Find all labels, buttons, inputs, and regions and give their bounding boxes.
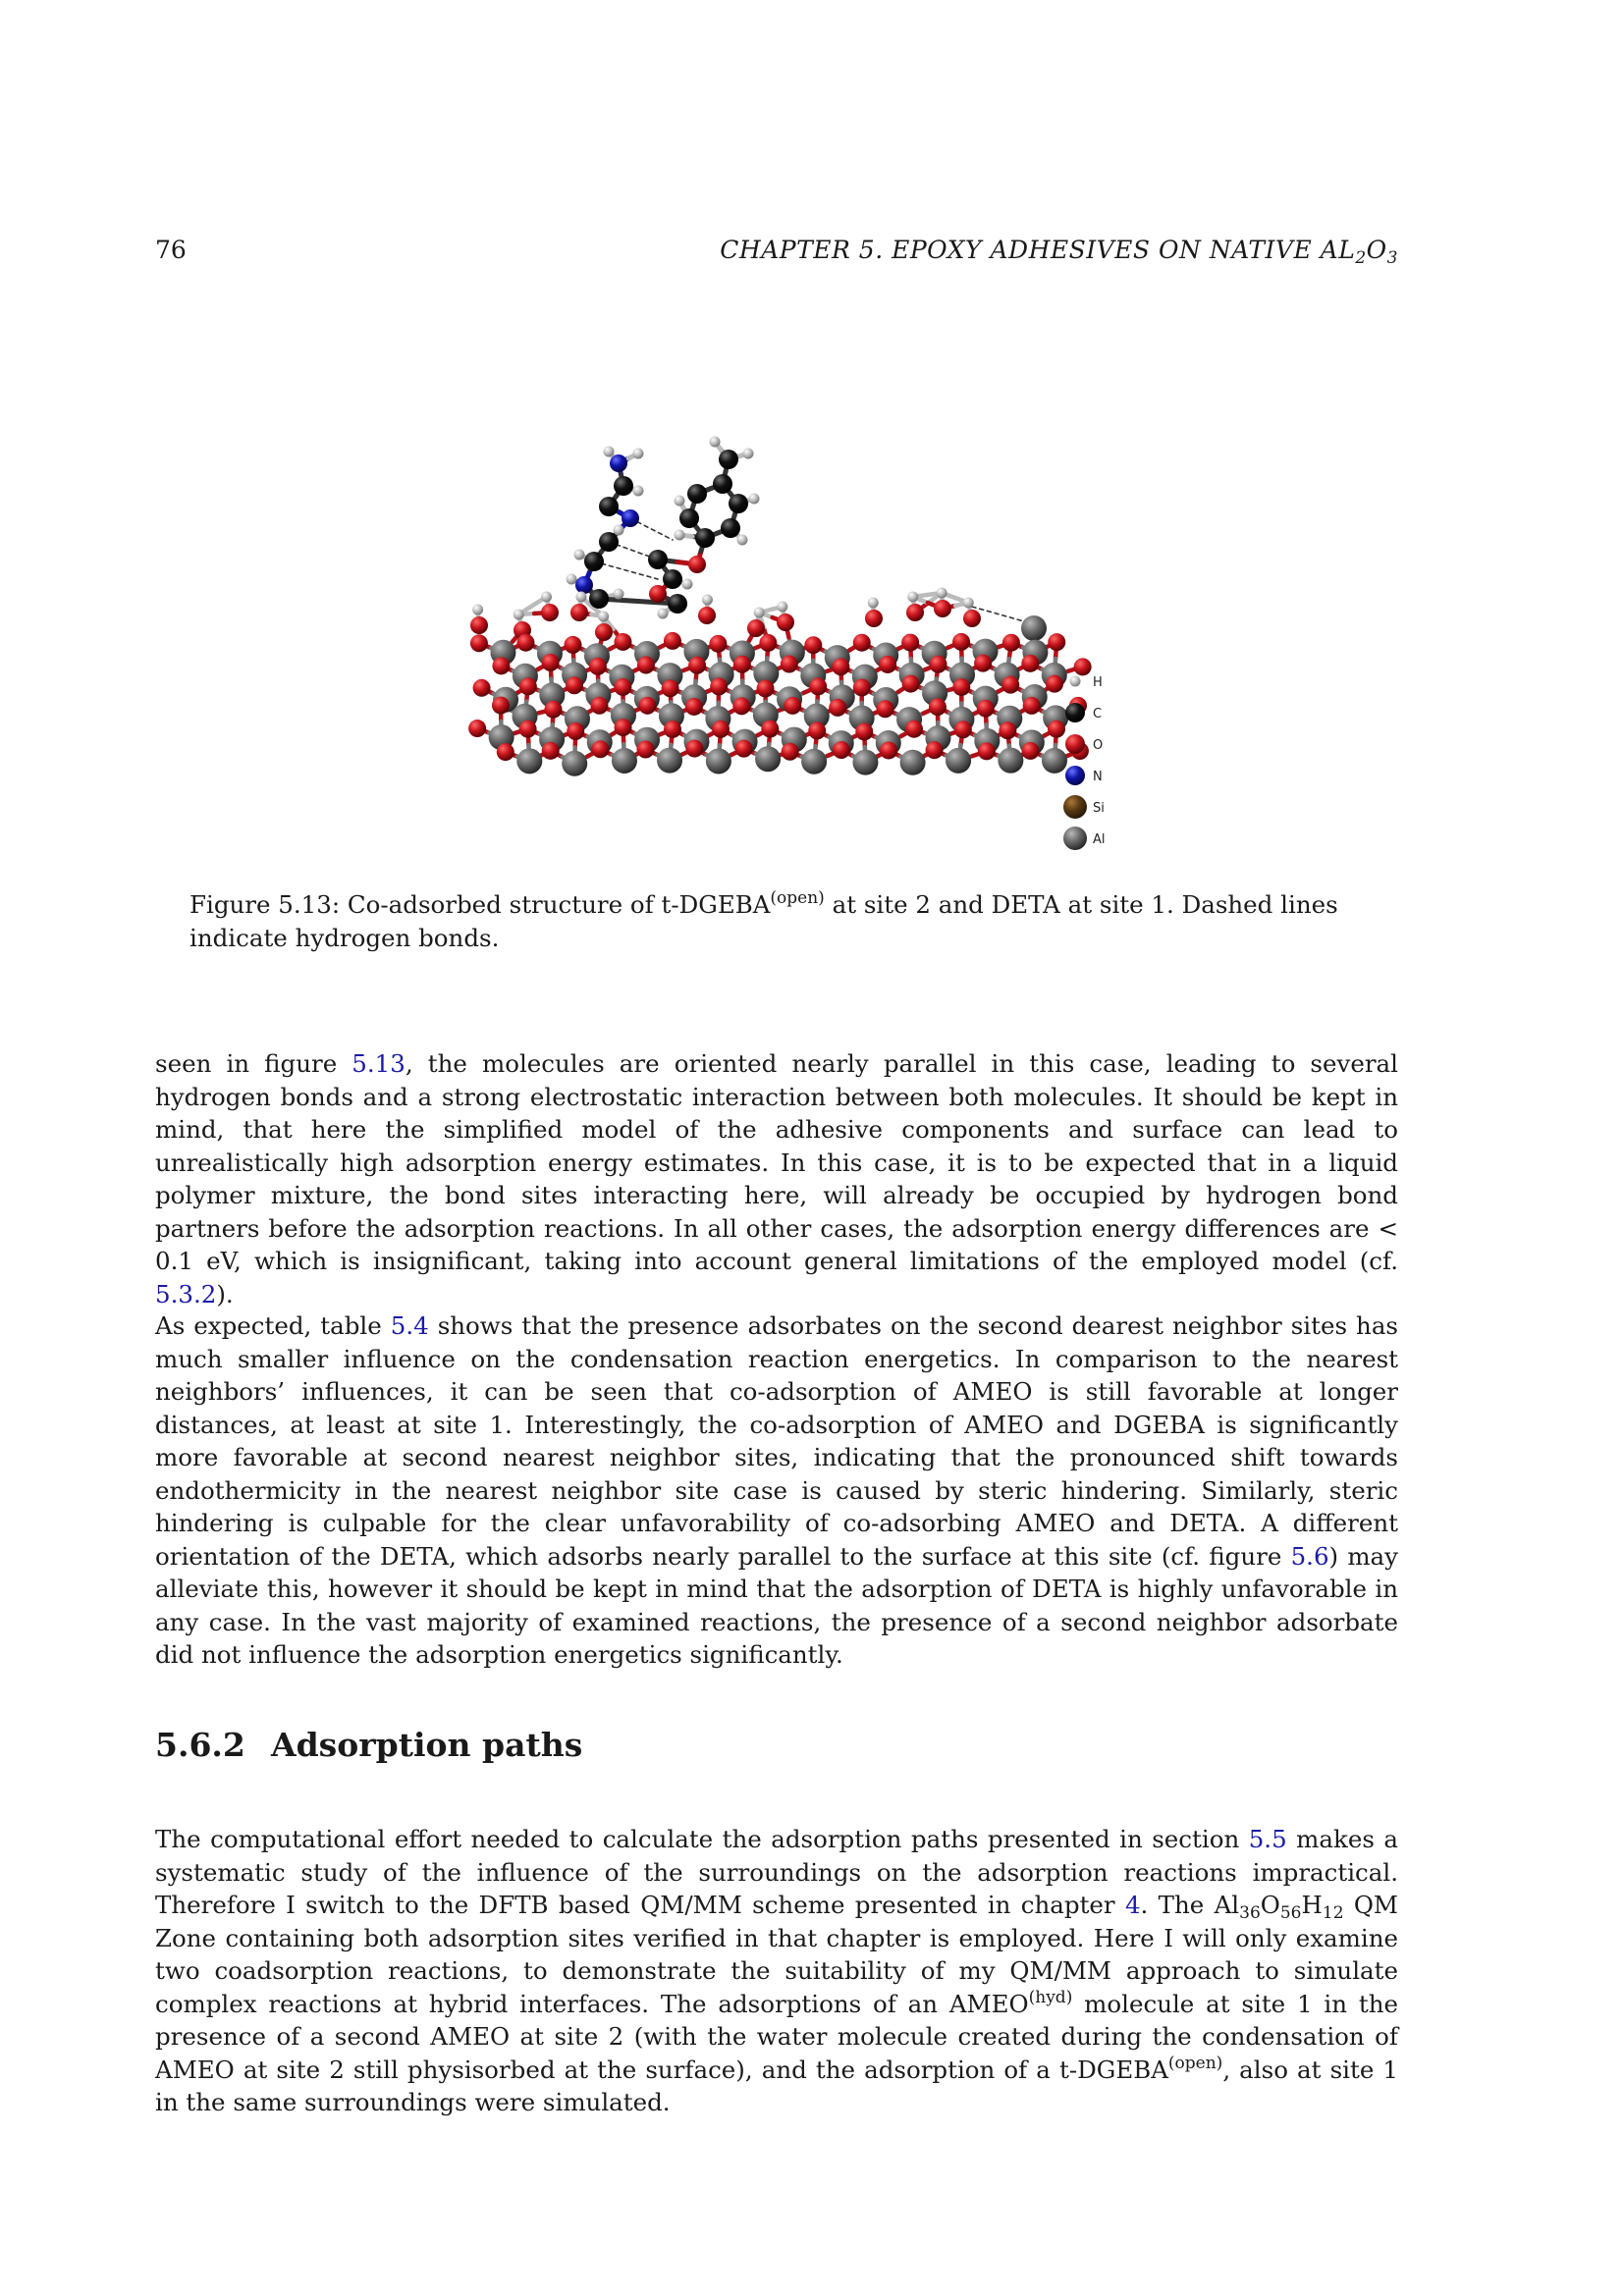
oxygen-atom [564,636,581,654]
oxygen-atom [591,740,609,758]
figure-reference-link[interactable]: 5.6 [1290,1541,1329,1571]
oxygen-atom [541,604,559,621]
oxygen-atom [761,721,779,738]
oxygen-atom [1021,742,1039,760]
oxygen-atom [614,633,631,651]
oxygen-atom [698,607,716,624]
oxygen-atom [978,742,996,760]
aluminium-atom [946,748,971,774]
legend-label: H [1093,675,1103,690]
legend-item-al [1063,827,1106,850]
oxygen-atom [865,610,883,627]
table-reference-link[interactable]: 5.4 [390,1311,429,1340]
legend-swatch [1070,676,1081,687]
legend-item-si [1063,795,1105,819]
oxygen-atom [782,743,799,761]
aluminium-atom [1021,615,1047,641]
nitrogen-atom [622,509,639,527]
oxygen-atom [637,657,655,674]
aluminium-atom [998,748,1023,774]
oxygen-atom [710,677,728,695]
hydrogen-atom [604,447,615,457]
hydrogen-atom [567,574,577,585]
legend-item-n [1065,766,1103,785]
oxygen-atom [468,720,486,737]
carbon-atom [695,528,715,548]
oxygen-atom [1002,634,1020,652]
oxygen-atom [566,676,583,694]
carbon-atom [721,518,740,538]
carbon-atom [584,552,604,571]
oxygen-atom [906,604,924,621]
oxygen-atom [544,701,562,719]
aluminium-atom [562,751,587,776]
carbon-atom [668,594,687,614]
nitrogen-atom [610,454,627,472]
oxygen-atom [880,741,897,759]
oxygen-atom [664,721,681,738]
legend-item-h [1070,675,1103,690]
aluminium-atom [755,746,781,772]
chapter-reference-link[interactable]: 4 [1124,1891,1141,1919]
oxygen-atom [832,658,849,675]
oxygen-atom [759,634,777,652]
legend-swatch [1063,795,1087,819]
oxygen-atom [519,677,537,695]
oxygen-atom [833,741,850,759]
oxygen-atom [977,700,995,718]
oxygen-atom [492,697,510,715]
carbon-atom [589,589,609,609]
carbon-atom [648,550,668,569]
running-title: CHAPTER 5. EPOXY ADHESIVES ON NATIVE $AL_2O_3$ [720,236,1398,268]
carbon-atom [687,484,707,504]
oxygen-atom [519,721,537,738]
oxygen-atom [595,623,613,641]
carbon-atom [663,569,682,589]
figure-caption: Figure 5.13: Co-adsorbed structure of $t-DGEBA^{(open)}$ at site 2 and DETA at site 1. Dashed lines indicate hydrogen bonds. [189,888,1338,952]
hydrogen-atom [675,496,685,507]
hydrogen-atom [737,535,748,546]
oxygen-atom [615,719,632,736]
aluminium-atom [706,748,731,774]
oxygen-atom [516,634,534,652]
hydrogen-atom [658,609,669,619]
oxygen-atom [926,741,944,759]
hydrogen-atom [633,486,644,497]
legend-label: C [1093,707,1103,721]
hydrogen-atom [749,494,760,505]
section-reference-link[interactable]: 5.3.2 [155,1279,217,1308]
oxygen-atom [999,721,1016,739]
oxygen-atom [614,678,631,696]
oxygen-atom [589,658,607,675]
carbon-atom [599,532,619,552]
carbon-atom [614,476,633,496]
section-number: 5.6.2 [155,1726,245,1764]
legend-label: Si [1093,801,1105,816]
oxygen-atom [688,657,706,674]
hydrogen-atom [614,525,624,536]
molecular-structure-figure [461,393,1129,864]
aluminium-atom [516,748,542,774]
carbon-atom [713,474,732,494]
hydrogen-atom [675,530,685,541]
oxygen-atom [781,656,798,673]
hydrogen-atom [682,579,693,590]
oxygen-atom [1046,675,1063,693]
oxygen-atom [879,656,896,673]
oxygen-atom [855,722,873,740]
oxygen-atom [733,656,751,673]
oxygen-atom [688,556,706,573]
oxygen-atom [954,721,972,738]
hydrogen-atom [702,595,713,606]
paragraph-3: The computational effort needed to calculate the adsorption paths presented in section 5.5 makes a systematic study of the influence of the surroundings on the adsorption reactions impractical. Therefore I switch to the DFTB based QM/MM scheme presented in chapter 4. The $Al_{36}O_{56}H_{12}$ QM Zone containing both adsorption sites verified in that chapter is employed. Here I will only examine two coadsorption reactions, to demonstrate the suitability of my QM/MM approach to simulate complex reactions at hybrid interfaces. The adsorptions of an $AMEO^{(hyd)}$ molecule at site 1 in the presence of a second AMEO at site 2 (with the water molecule created during the condensation of AMEO at site 2 still physisorbed at the surface), and the adsorption of a $t-DGEBA^{(open)}$, also at site 1 in the same surroundings were simulated. [155,1825,1399,2116]
hydrogen-atom [777,602,787,613]
hydrogen-atom [937,588,947,599]
hydrogen-atom [963,598,974,609]
oxygen-atom [637,741,655,759]
hydrogen-atom [754,608,765,618]
oxygen-atom [757,679,775,697]
aluminium-atom [1042,748,1067,774]
oxygen-atom [735,740,753,758]
oxygen-atom [747,619,765,637]
legend-label: O [1093,738,1104,753]
oxygen-atom [492,657,510,674]
oxygen-atom [638,697,656,715]
carbon-atom [679,508,699,528]
oxygen-atom [712,721,730,738]
section-heading [155,1726,582,1764]
oxygen-atom [649,585,667,603]
aluminium-atom [900,750,926,775]
hydrogen-atom [710,437,721,448]
hydrogen-atom [633,449,644,459]
oxygen-atom [877,700,894,718]
oxygen-atom [470,616,488,634]
aluminium-atom [612,748,637,774]
oxygen-atom [853,634,871,652]
oxygen-atom [809,677,827,695]
legend-swatch [1063,827,1087,850]
hydrogen-atom [907,592,918,603]
oxygen-atom [570,604,588,621]
page-number: 76 [155,236,187,264]
aluminium-atom [801,749,827,774]
oxygen-atom [685,740,703,758]
hydrogen-atom [472,605,483,615]
oxygen-atom [1048,721,1065,738]
oxygen-atom [829,699,846,717]
oxygen-atom [1048,633,1065,651]
oxygen-atom [808,721,826,739]
figure-reference-link[interactable]: 5.13 [352,1049,406,1078]
paragraph-2: As expected, table 5.4 shows that the presence adsorbates on the second dearest neighbor sites has much smaller influence on the condensation reaction energetics. In comparison to the nearest neighbors’ influences, it can be seen that co-adsorption of AMEO is still favorable at longer distances, at least at site 1. Interestingly, the co-adsorption of AMEO and DGEBA is significantly more favorable at second nearest neighbor sites, indicating that the pronounced shift towards endothermicity in the nearest neighbor site case is caused by steric hindering. Similarly, steric hindering is culpable for the clear unfavorability of co-adsorbing AMEO and DETA. A different orientation of the DETA, which adsorbs nearly parallel to the surface at this site (cf. figure 5.6) may alleviate this, however it should be kept in mind that the adsorption of DETA is highly unfavorable in any case. In the vast majority of examined reactions, the presence of a second neighbor adsorbate did not influence the adsorption energetics significantly. [155,1311,1399,1669]
hydrogen-atom [514,610,524,620]
section-reference-link[interactable]: 5.5 [1248,1825,1287,1853]
oxygen-atom [974,655,992,672]
oxygen-atom [664,632,681,650]
legend-label: N [1093,770,1103,784]
hydrogen-atom [598,612,609,622]
aluminium-atom [852,750,878,775]
hydrogen-atom [743,449,754,459]
page-header [155,236,1398,275]
oxygen-atom [963,610,981,627]
oxygen-atom [685,698,703,716]
oxygen-atom [902,675,920,693]
oxygen-atom [952,633,970,651]
aluminium-atom [657,748,682,774]
carbon-atom [719,450,738,469]
legend-swatch [1065,766,1085,785]
nitrogen-atom [575,576,593,594]
legend-swatch [1065,703,1085,722]
hydrogen-atom [575,592,586,603]
oxygen-atom [905,721,923,738]
oxygen-atom [567,722,584,740]
legend-swatch [1065,734,1085,754]
section-title: Adsorption paths [271,1726,583,1764]
hydrogen-atom [614,589,624,600]
legend-label: Al [1093,832,1106,847]
oxygen-atom [1021,655,1039,672]
oxygen-atom [497,743,514,761]
carbon-atom [599,497,619,516]
oxygen-atom [590,697,608,715]
oxygen-atom [1074,658,1092,675]
oxygen-atom [709,635,727,653]
oxygen-atom [1001,676,1019,694]
hydrogen-atom [541,592,552,603]
oxygen-atom [934,600,951,617]
oxygen-atom [473,679,491,697]
molecule-render [461,393,1129,864]
carbon-atom [729,494,748,513]
oxygen-atom [1023,697,1041,715]
oxygen-atom [542,654,560,671]
oxygen-atom [929,698,947,716]
oxygen-atom [662,679,679,697]
oxygen-atom [804,636,822,654]
oxygen-atom [853,678,871,696]
oxygen-atom [930,656,947,673]
hydrogen-atom [574,550,585,561]
oxygen-atom [784,697,801,715]
oxygen-atom [952,678,970,696]
oxygen-atom [732,697,750,715]
hydrogen-atom [868,598,879,609]
oxygen-atom [542,742,560,760]
oxygen-atom [470,634,488,652]
oxygen-atom [777,614,794,631]
paragraph-1: seen in figure 5.13, the molecules are oriented nearly parallel in this case, leading to several hydrogen bonds and a strong electrostatic interaction between both molecules. It should be kept in mind, that here the simplified model of the adhesive components and surface can lead to unrealistically high adsorption energy estimates. In this case, it is to be expected that in a liquid polymer mixture, the bond sites interacting here, will already be occupied by hydrogen bond partners before the adsorption reactions. In all other cases, the adsorption energy differences are < 0.1 eV, which is insignificant, taking into account general limitations of the employed model (cf. 5.3.2). [155,1049,1398,1308]
oxygen-atom [901,634,919,652]
